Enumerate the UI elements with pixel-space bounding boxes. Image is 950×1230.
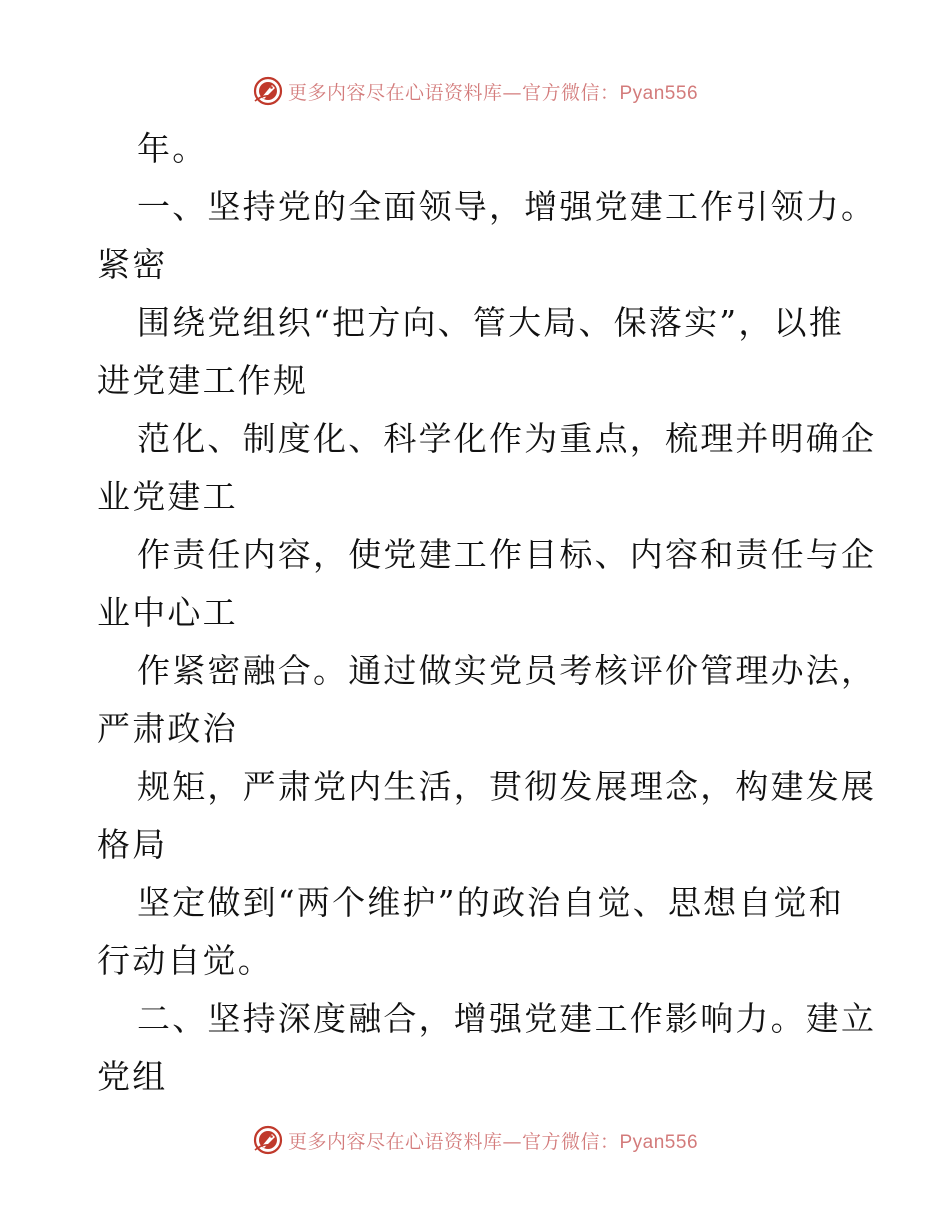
watermark-handle: Pyan556 — [619, 1131, 699, 1153]
pen-nib-logo-icon — [252, 75, 284, 107]
paragraph-line-continuation: 严肃政治 — [97, 709, 238, 748]
pen-nib-logo-icon — [252, 1124, 284, 1156]
paragraph-line-continuation: 行动自觉。 — [97, 941, 273, 980]
paragraph-line: 作责任内容，使党建工作目标、内容和责任与企 — [137, 535, 877, 574]
paragraph-line: 年。 — [137, 129, 208, 168]
watermark-text: 更多内容尽在心语资料库—官方微信：Pyan556 — [287, 81, 699, 104]
footer-watermark — [0, 1120, 950, 1160]
header-watermark — [0, 71, 950, 111]
paragraph-line-continuation: 党组 — [97, 1057, 168, 1096]
paragraph-line: 作紧密融合。通过做实党员考核评价管理办法， — [137, 651, 877, 690]
paragraph-line: 坚定做到“两个维护”的政治自觉、思想自觉和 — [137, 883, 844, 922]
paragraph-line-continuation: 业中心工 — [97, 593, 238, 632]
paragraph-line-continuation: 紧密 — [97, 245, 168, 284]
paragraph-line: 范化、制度化、科学化作为重点，梳理并明确企 — [137, 419, 877, 458]
paragraph-line: 围绕党组织“把方向、管大局、保落实”，以推 — [137, 303, 844, 342]
paragraph-line: 规矩，严肃党内生活，贯彻发展理念，构建发展 — [137, 767, 877, 806]
watermark-text: 更多内容尽在心语资料库—官方微信：Pyan556 — [287, 1130, 699, 1153]
watermark-handle: Pyan556 — [619, 82, 699, 104]
paragraph-line-continuation: 业党建工 — [97, 477, 238, 516]
paragraph-line: 一、坚持党的全面领导，增强党建工作引领力。 — [137, 187, 877, 226]
paragraph-line-continuation: 格局 — [97, 825, 168, 864]
paragraph-line-continuation: 进党建工作规 — [97, 361, 309, 400]
paragraph-line: 二、坚持深度融合，增强党建工作影响力。建立 — [137, 999, 877, 1038]
